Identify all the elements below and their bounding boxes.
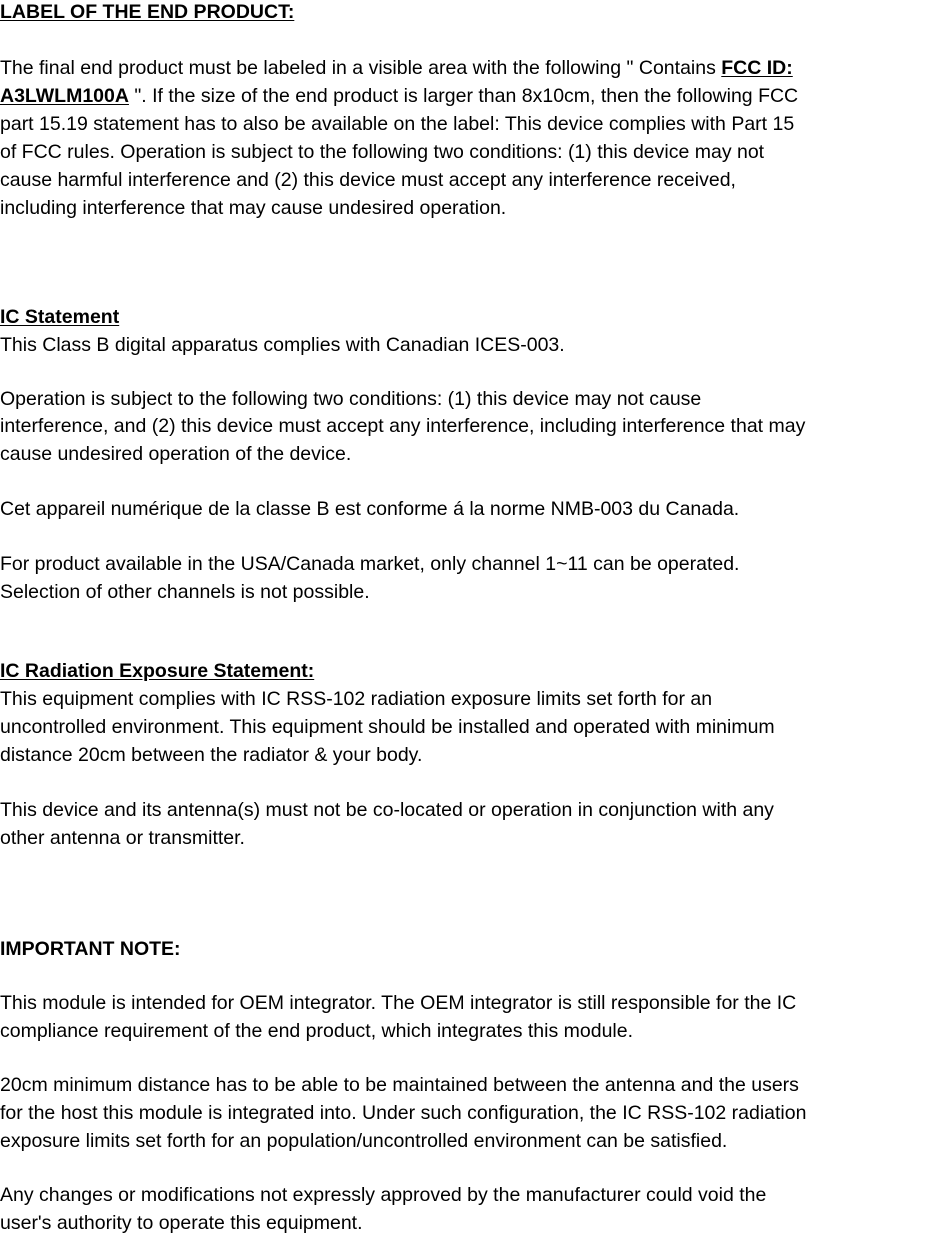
label-section-heading: LABEL OF THE END PRODUCT:: [0, 1, 295, 23]
ic-radiation-p2-line-2: other antenna or transmitter.: [0, 827, 245, 849]
important-note-p3-line-2: user's authority to operate this equipment.: [0, 1212, 363, 1234]
ic-statement-p2-line-1: Operation is subject to the following two conditions: (1) this device may not cause: [0, 388, 702, 410]
label-section-line-1: [0, 59, 793, 79]
fcc-id-label: FCC ID:: [721, 57, 793, 79]
ic-statement-p1: This Class B digital apparatus complies with Canadian ICES-003.: [0, 334, 565, 356]
ic-radiation-p2-line-1: This device and its antenna(s) must not be co-located or operation in conjunction with any: [0, 799, 774, 821]
fcc-id-value: A3LWLM100A: [0, 85, 129, 107]
ic-statement-p2-line-3: cause undesired operation of the device.: [0, 443, 352, 465]
important-note-p1-line-2: compliance requirement of the end product, which integrates this module.: [0, 1020, 634, 1042]
label-line2-text: ". If the size of the end product is larger than 8x10cm, then the following FCC: [128, 85, 799, 107]
label-section-line-5: cause harmful interference and (2) this device must accept any interference received,: [0, 169, 736, 191]
ic-statement-p3-french: Cet appareil numérique de la classe B est conforme á la norme NMB-003 du Canada.: [0, 498, 740, 520]
important-note-heading: IMPORTANT NOTE:: [0, 938, 181, 960]
ic-statement-p4-line-2: Selection of other channels is not possible.: [0, 581, 370, 603]
label-section-line-3: part 15.19 statement has to also be available on the label: This device complies with Part 15: [0, 113, 795, 135]
ic-statement-heading: IC Statement: [0, 306, 120, 328]
label-section-line-2: [0, 87, 798, 107]
important-note-p1-line-1: This module is intended for OEM integrator. The OEM integrator is still responsible for the IC: [0, 992, 797, 1014]
important-note-p2-line-3: exposure limits set forth for an population/uncontrolled environment can be satisfied.: [0, 1130, 728, 1152]
ic-radiation-p1-line-2: uncontrolled environment. This equipment should be installed and operated with minimum: [0, 716, 775, 738]
important-note-p3-line-1: Any changes or modifications not expressly approved by the manufacturer could void the: [0, 1184, 767, 1206]
ic-statement-p2-line-2: interference, and (2) this device must accept any interference, including interference that may: [0, 415, 806, 437]
important-note-p2-line-1: 20cm minimum distance has to be able to be maintained between the antenna and the users: [0, 1074, 799, 1096]
ic-radiation-heading: IC Radiation Exposure Statement:: [0, 660, 315, 682]
label-section-line-4: of FCC rules. Operation is subject to the following two conditions: (1) this device may not: [0, 141, 765, 163]
ic-radiation-p1-line-3: distance 20cm between the radiator & your body.: [0, 744, 423, 766]
ic-radiation-p1-line-1: This equipment complies with IC RSS-102 radiation exposure limits set forth for an: [0, 688, 713, 710]
ic-statement-p4-line-1: For product available in the USA/Canada market, only channel 1~11 can be operated.: [0, 553, 740, 575]
label-line1-text: The final end product must be labeled in a visible area with the following " Contains: [0, 57, 722, 79]
important-note-p2-line-2: for the host this module is integrated into. Under such configuration, the IC RSS-102 radiation: [0, 1102, 807, 1124]
label-section-line-6: including interference that may cause undesired operation.: [0, 197, 507, 219]
